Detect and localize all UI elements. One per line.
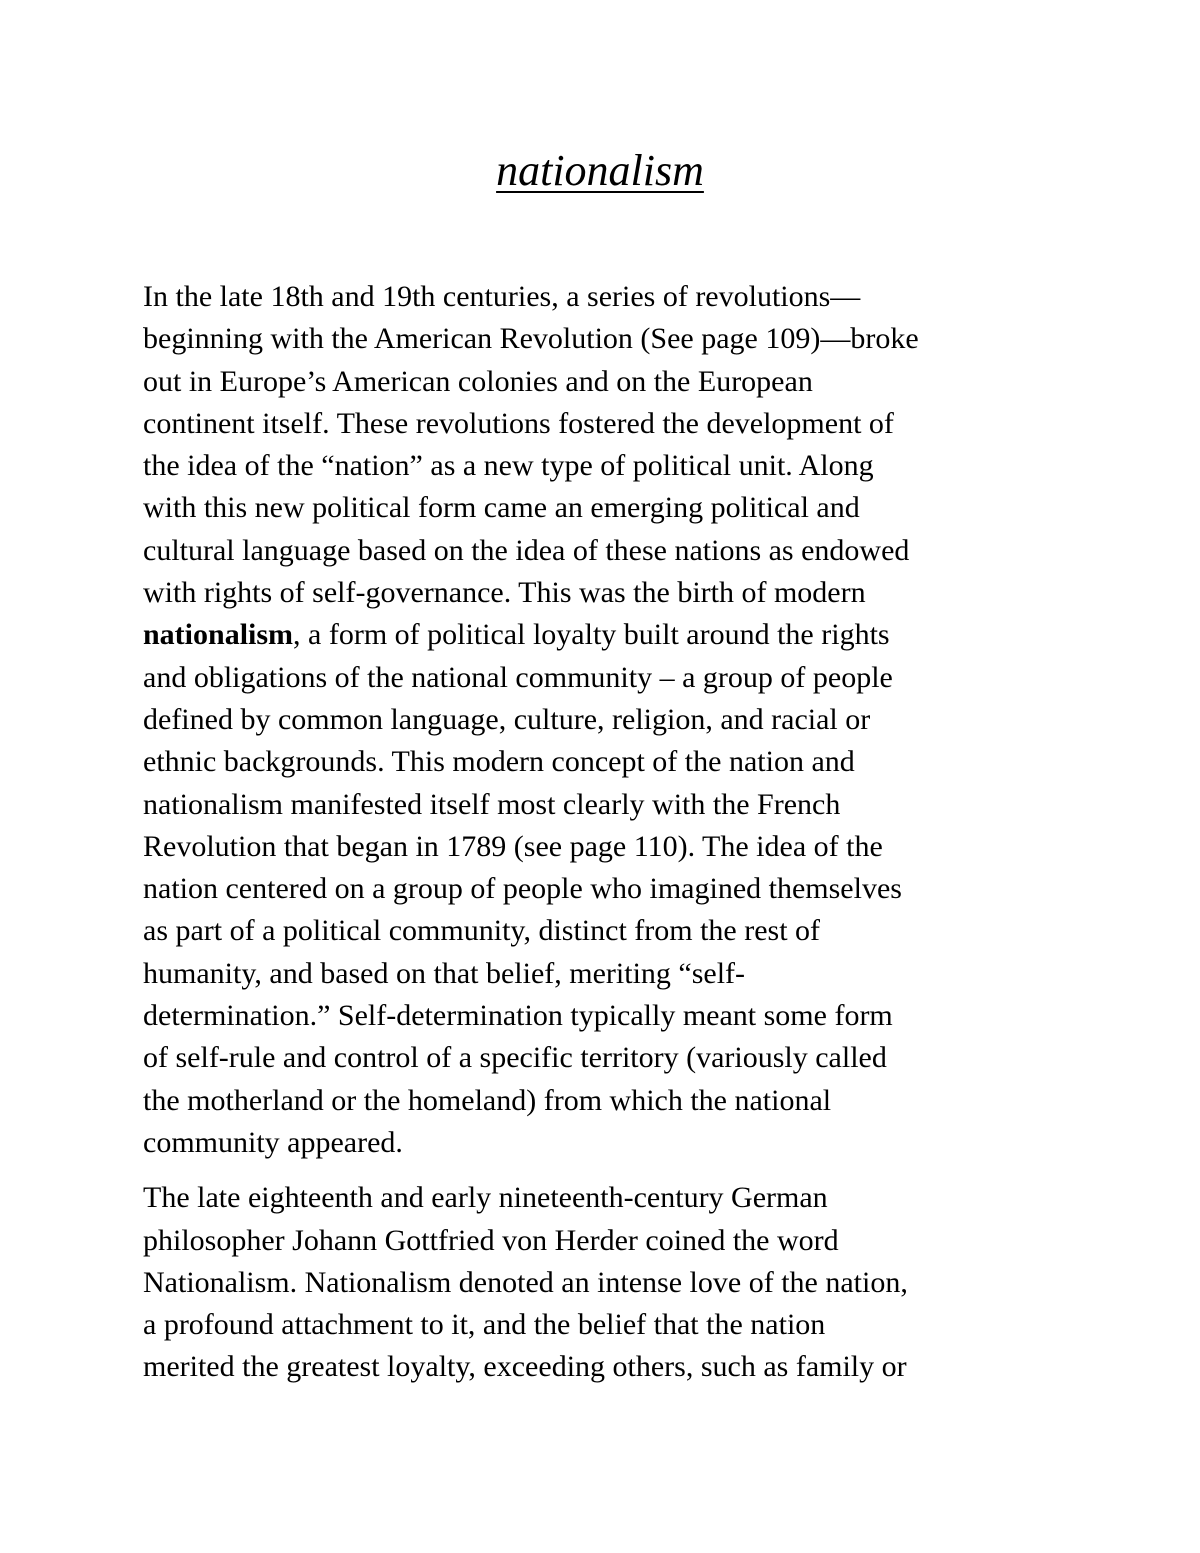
paragraph-1 xyxy=(143,276,1083,1164)
paragraph-line: community appeared. xyxy=(143,1125,403,1159)
key-term-nationalism: nationalism xyxy=(143,618,294,652)
paragraph-line: a profound attachment to it, and the belief that the nation xyxy=(143,1308,826,1342)
paragraph-line: cultural language based on the idea of these nations as endowed xyxy=(143,533,910,567)
paragraph-line: as part of a political community, distinct from the rest of xyxy=(143,914,821,948)
paragraph-line: the motherland or the homeland) from which the national xyxy=(143,1083,832,1117)
paragraph-line: continent itself. These revolutions fostered the development of xyxy=(143,406,894,440)
paragraph-line: ethnic backgrounds. This modern concept of the nation and xyxy=(143,745,855,779)
paragraph-line: and obligations of the national community – a group of people xyxy=(143,660,893,694)
paragraph-line: Nationalism. Nationalism denoted an intense love of the nation, xyxy=(143,1265,908,1299)
paragraph-line: The late eighteenth and early nineteenth-century German xyxy=(143,1181,828,1215)
paragraph-line: merited the greatest loyalty, exceeding others, such as family or xyxy=(143,1350,907,1384)
page-title xyxy=(0,145,1200,197)
paragraph-line xyxy=(143,614,1083,656)
paragraph-line: In the late 18th and 19th centuries, a series of revolutions— xyxy=(143,280,861,313)
paragraph-line: philosopher Johann Gottfried von Herder coined the word xyxy=(143,1223,839,1257)
paragraph-line: nation centered on a group of people who imagined themselves xyxy=(143,872,902,906)
paragraph-line: of self-rule and control of a specific territory (variously called xyxy=(143,1041,887,1075)
paragraph-line: determination.” Self-determination typically meant some form xyxy=(143,999,893,1033)
paragraph-gap xyxy=(143,1164,1083,1177)
paragraph-line: with rights of self-governance. This was the birth of modern xyxy=(143,576,866,610)
paragraph-line-rest: , a form of political loyalty built around the rights xyxy=(293,618,890,652)
paragraph-line: nationalism manifested itself most clearly with the French xyxy=(143,787,841,821)
paragraph-line: out in Europe’s American colonies and on the European xyxy=(143,364,813,398)
paragraph-2 xyxy=(143,1177,1083,1388)
paragraph-line: with this new political form came an emerging political and xyxy=(143,491,860,525)
document-body xyxy=(143,276,1083,1389)
page-title-text: nationalism xyxy=(496,146,704,195)
paragraph-line: defined by common language, culture, religion, and racial or xyxy=(143,702,871,736)
paragraph-line: humanity, and based on that belief, meriting “self- xyxy=(143,956,746,990)
paragraph-line: the idea of the “nation” as a new type of political unit. Along xyxy=(143,449,874,483)
paragraph-line: beginning with the American Revolution (See page 109)—broke xyxy=(143,322,919,356)
paragraph-line: Revolution that began in 1789 (see page 110). The idea of the xyxy=(143,829,883,863)
